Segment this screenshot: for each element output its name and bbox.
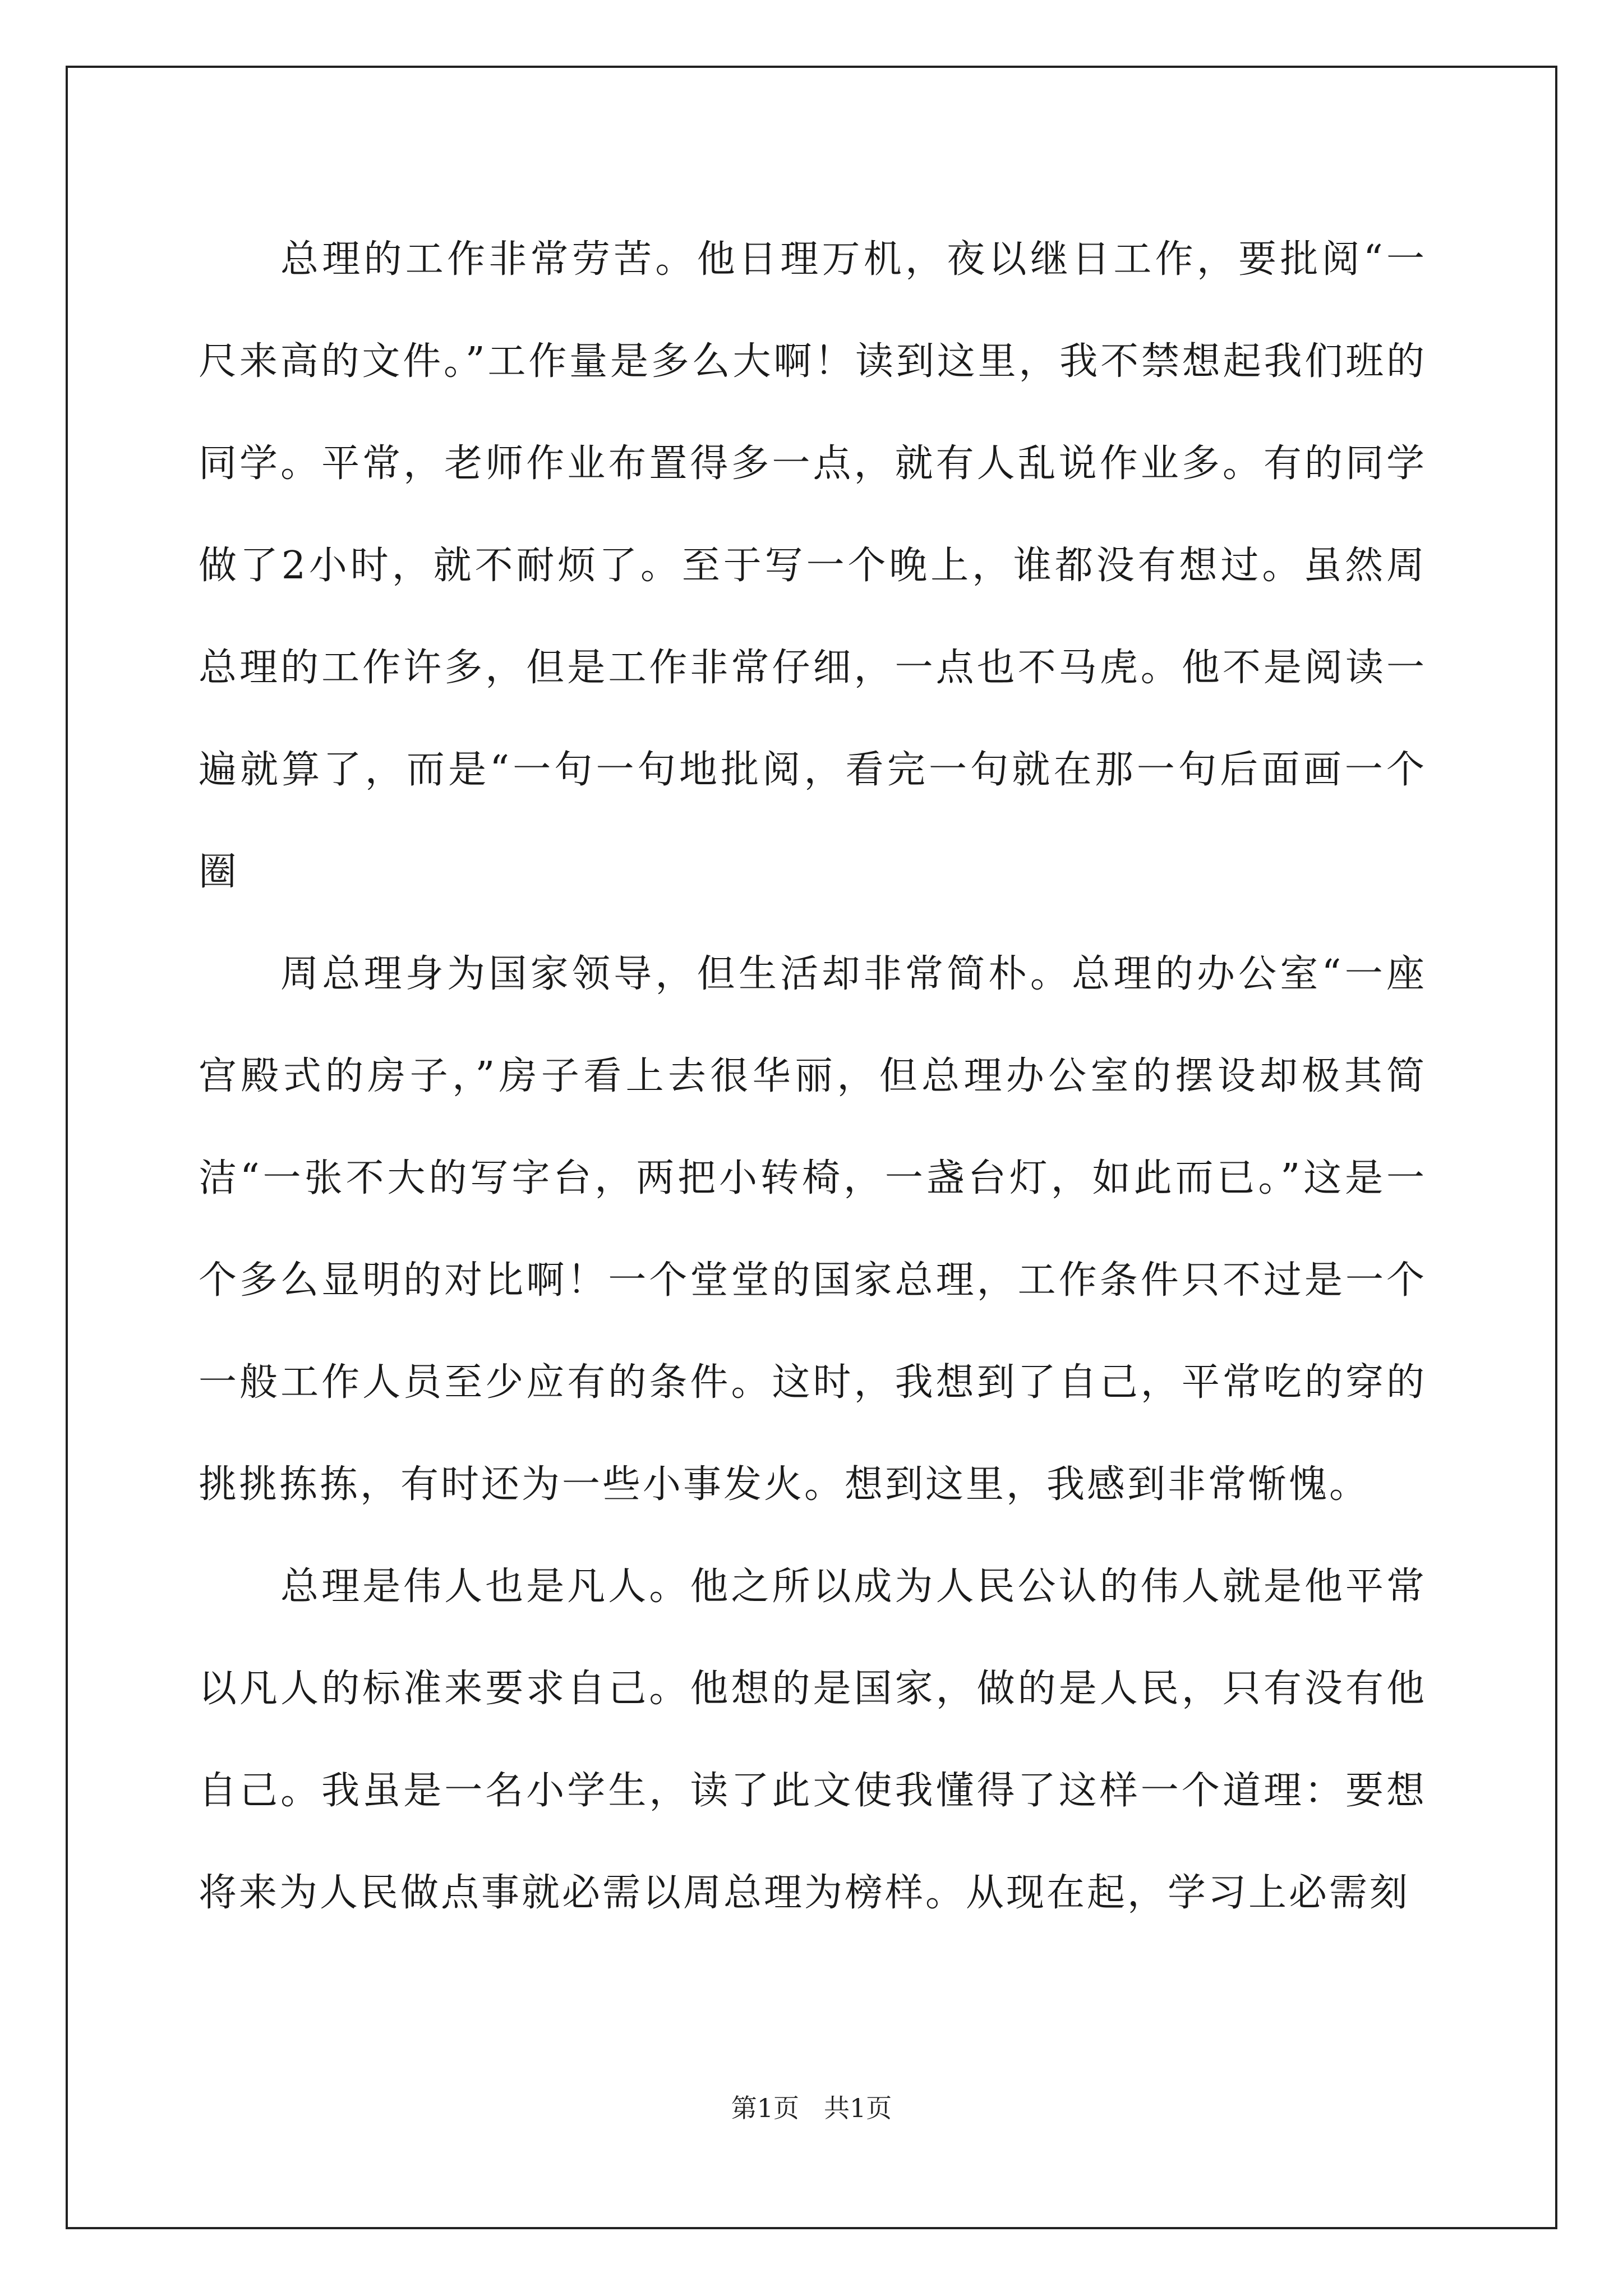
page-footer (0, 2088, 1623, 2125)
page-number: 第1页 (731, 2093, 800, 2123)
paragraph-2: 周总理身为国家领导，但生活却非常简朴。总理的办公室“一座宫殿式的房子，”房子看上去很华丽，但总理办公室的摆设却极其简洁“一张不大的写字台，两把小转椅，一盏台灯，如此而已。”这是一个多么显明的对比啊！一个堂堂的国家总理，工作条件只不过是一个一般工作人员至少应有的条件。这时，我想到了自己，平常吃的穿的挑挑拣拣，有时还为一些小事发火。想到这里，我感到非常惭愧。 (199, 952, 1427, 1507)
paragraph-3: 总理是伟人也是凡人。他之所以成为人民公认的伟人就是他平常以凡人的标准来要求自己。他想的是国家，做的是人民，只有没有他自己。我虽是一名小学生，读了此文使我懂得了这样一个道理：要想将来为人民做点事就必需以周总理为榜样。从现在起，学习上必需刻 (199, 1565, 1427, 1915)
document-body (199, 209, 1427, 1944)
footer-spacer (799, 2093, 824, 2123)
paragraph-1: 总理的工作非常劳苦。他日理万机，夜以继日工作，要批阅“一尺来高的文件。”工作量是多么大啊！读到这里，我不禁想起我们班的同学。平常，老师作业布置得多一点，就有人乱说作业多。有的同学做了2小时，就不耐烦了。至于写一个晚上，谁都没有想过。虽然周总理的工作许多，但是工作非常仔细，一点也不马虎。他不是阅读一遍就算了，而是“一句一句地批阅，看完一句就在那一句后面画一个圈 (199, 237, 1427, 894)
page-total: 共1页 (823, 2093, 892, 2123)
